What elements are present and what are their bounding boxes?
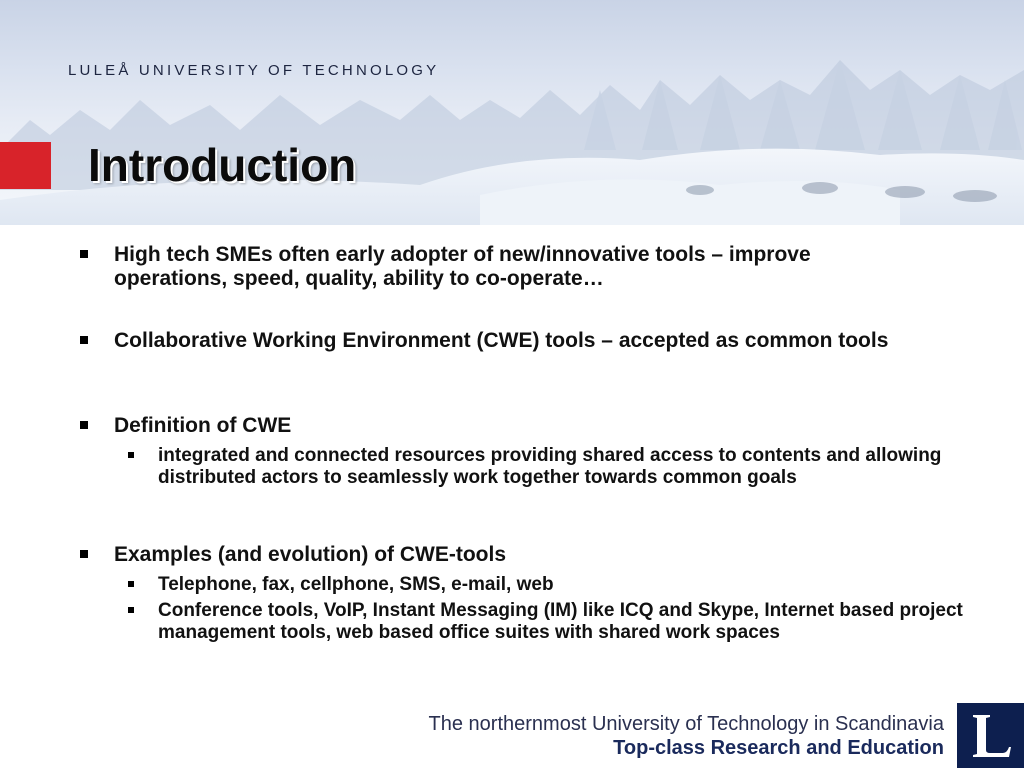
title-accent-square (0, 142, 51, 189)
sub-bullet-item: Conference tools, VoIP, Instant Messaging (IM) like ICQ and Skype, Internet based project management tools, web based office suites with shared work spaces (158, 600, 963, 643)
bullet-square-icon (80, 421, 88, 429)
bullet-item: Collaborative Working Environment (CWE) tools – accepted as common tools (114, 329, 889, 352)
bullet-square-icon (80, 550, 88, 558)
bullet-item: High tech SMEs often early adopter of new/innovative tools – improve operations, speed, quality, ability to co-operate… (114, 243, 811, 290)
sub-bullet-square-icon (128, 452, 134, 458)
sub-bullet-square-icon (128, 581, 134, 587)
footer-slogan: Top-class Research and Education (613, 737, 944, 759)
slide-title: Introduction (88, 139, 357, 191)
sub-bullet-item: integrated and connected resources providing shared access to contents and allowing distributed actors to seamlessly work together towards common goals (158, 445, 942, 488)
university-logo (957, 703, 1024, 768)
bullet-item: Examples (and evolution) of CWE-tools (114, 543, 507, 566)
footer-tagline: The northernmost University of Technology in Scandinavia (428, 713, 944, 735)
bullet-square-icon (80, 250, 88, 258)
sub-bullet-square-icon (128, 607, 134, 613)
sub-bullet-item: Telephone, fax, cellphone, SMS, e-mail, web (158, 574, 554, 595)
bullet-item: Definition of CWE (114, 414, 292, 437)
bullet-square-icon (80, 336, 88, 344)
letter-l-logo-icon (957, 703, 1024, 768)
university-name: LULEÅ UNIVERSITY OF TECHNOLOGY (68, 62, 440, 79)
